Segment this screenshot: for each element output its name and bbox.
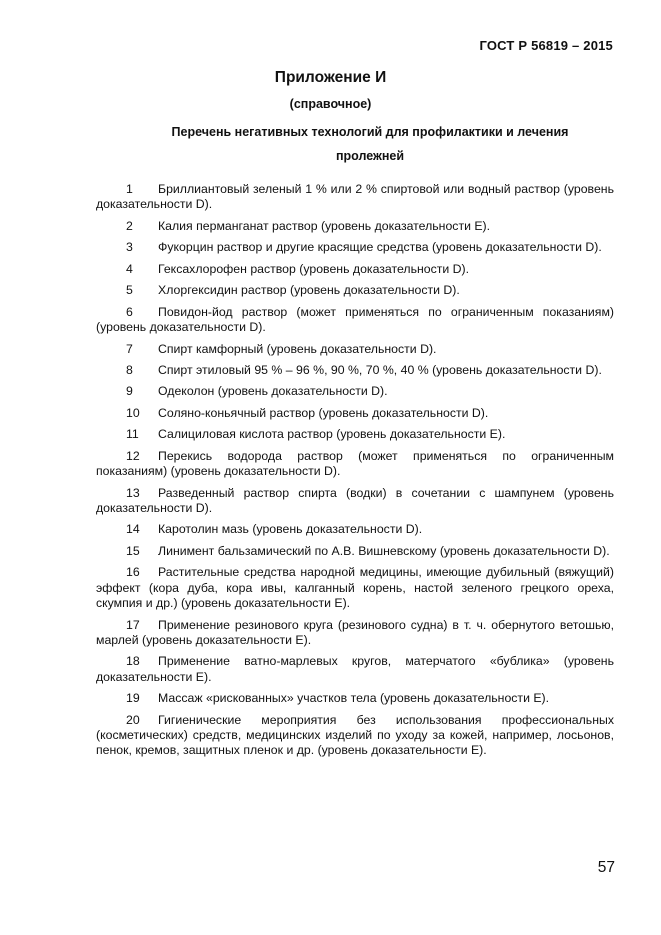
list-item-text: Повидон-йод раствор (может применяться по ограниченным показаниям) (уровень доказательности D). — [96, 304, 614, 335]
list-item-number: 4 — [126, 261, 133, 276]
list-item-text: Растительные средства народной медицины, имеющие дубильный (вяжущий) эффект (кора дуба, кора ивы, калганный корень, настой зеленого грецкого ореха, скумпия и др.) (уровень доказательности Е). — [96, 565, 614, 611]
list-item-number: 11 — [126, 427, 139, 442]
list-item — [96, 219, 614, 234]
list-item-number: 20 — [126, 712, 140, 727]
list-item — [96, 522, 614, 537]
list-item — [96, 449, 614, 480]
list-item — [96, 486, 614, 517]
list-item — [96, 654, 614, 685]
appendix-title: Приложение И — [274, 69, 387, 86]
list-item-text: Линимент бальзамический по А.В. Вишневскому (уровень доказательности D). — [158, 543, 610, 558]
list-item — [96, 544, 614, 559]
list-item-number: 18 — [126, 654, 140, 669]
list-item-number: 5 — [126, 283, 133, 298]
list-item-text: Соляно-коньячный раствор (уровень доказательности D). — [158, 405, 489, 420]
list-item-text: Спирт этиловый 95 % – 96 %, 90 %, 70 %, 40 % (уровень доказательности D). — [158, 362, 602, 377]
list-item-text: Применение резинового круга (резинового судна) в т. ч. обернутого ветошью, марлей (уровень доказательности Е). — [96, 617, 614, 647]
list-item — [96, 182, 614, 213]
document-standard-code: ГОСТ Р 56819 – 2015 — [479, 38, 613, 53]
appendix-subtitle: (справочное) — [289, 97, 372, 111]
list-item — [96, 384, 614, 399]
list-item-number: 16 — [126, 565, 140, 580]
list-item-text: Калия перманганат раствор (уровень доказательности Е). — [158, 218, 491, 233]
list-item-number: 7 — [126, 341, 133, 356]
list-item-number: 3 — [126, 240, 133, 255]
list-item-number: 12 — [126, 448, 140, 463]
list-item — [96, 283, 614, 298]
list-item-text: Фукорцин раствор и другие красящие средства (уровень доказательности D). — [158, 240, 602, 255]
list-item-number: 14 — [126, 522, 140, 537]
list-item-text: Хлоргексидин раствор (уровень доказательности D). — [158, 283, 460, 298]
list-item — [96, 691, 614, 706]
list-item-text: Гексахлорофен раствор (уровень доказательности D). — [158, 261, 470, 276]
list-item — [96, 342, 614, 357]
negative-technologies-list — [96, 182, 614, 765]
list-item-number: 2 — [126, 218, 133, 233]
list-item-text: Салициловая кислота раствор (уровень доказательности Е). — [158, 427, 506, 442]
list-item-number: 8 — [126, 362, 133, 377]
list-item-number: 1 — [126, 182, 133, 196]
list-item-number: 13 — [126, 485, 140, 500]
list-item-text: Перекись водорода раствор (может применяться по ограниченным показаниям) (уровень доказательности D). — [96, 448, 614, 479]
list-item-number: 10 — [126, 405, 140, 420]
list-item-text: Разведенный раствор спирта (водки) в сочетании с шампунем (уровень доказательности D). — [96, 485, 614, 515]
list-item-number: 15 — [126, 543, 140, 558]
page-number: 57 — [597, 859, 615, 876]
appendix-heading: Перечень негативных технологий для профилактики и лечения пролежней — [171, 125, 569, 163]
list-item — [96, 427, 614, 442]
list-item — [96, 565, 614, 611]
list-item-text: Бриллиантовый зеленый 1 % или 2 % спиртовой или водный раствор (уровень доказательности D). — [96, 182, 614, 212]
list-item — [96, 262, 614, 277]
list-item-text: Каротолин мазь (уровень доказательности D). — [158, 522, 423, 537]
list-item-number: 6 — [126, 304, 133, 319]
list-item — [96, 406, 614, 421]
list-item-text: Гигиенические мероприятия без использования профессиональных (косметических) средств, медицинских изделий по уходу за кожей, например, лосьонов, пенок, кремов, защитных пленок и др. (уровень доказательности Е). — [96, 712, 614, 758]
list-item — [96, 305, 614, 336]
list-item — [96, 713, 614, 759]
list-item-number: 17 — [126, 617, 140, 632]
list-item-text: Спирт камфорный (уровень доказательности D). — [158, 341, 437, 356]
list-item-number: 19 — [126, 691, 140, 706]
list-item-text: Одеколон (уровень доказательности D). — [158, 384, 388, 399]
list-item-text: Применение ватно-марлевых кругов, матерчатого «бублика» (уровень доказательности Е). — [96, 654, 614, 684]
list-item — [96, 363, 614, 378]
list-item-number: 9 — [126, 384, 133, 399]
list-item — [96, 618, 614, 649]
list-item — [96, 240, 614, 255]
list-item-text: Массаж «рискованных» участков тела (уровень доказательности Е). — [158, 691, 550, 706]
